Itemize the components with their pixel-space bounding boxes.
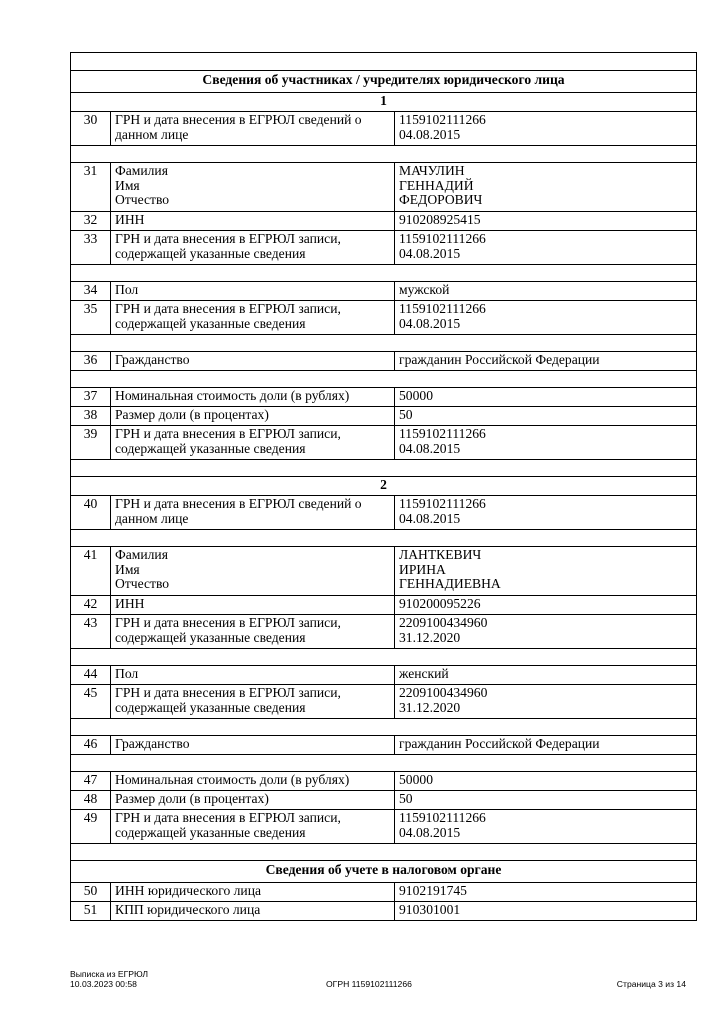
row-label: ГРН и дата внесения в ЕГРЮЛ записи, содержащей указанные сведения — [111, 810, 395, 844]
table-row — [71, 407, 697, 426]
row-value: 910200095226 — [395, 596, 697, 615]
row-value: мужской — [395, 282, 697, 301]
row-number: 40 — [71, 496, 111, 530]
table-row — [71, 282, 697, 301]
table-row — [71, 596, 697, 615]
row-value: 50000 — [395, 388, 697, 407]
row-label: ГРН и дата внесения в ЕГРЮЛ записи, содержащей указанные сведения — [111, 231, 395, 265]
participant-index: 2 — [71, 477, 697, 496]
empty-row — [71, 146, 697, 163]
row-label: Гражданство — [111, 352, 395, 371]
row-number: 45 — [71, 685, 111, 719]
table-row — [71, 615, 697, 649]
table-row — [71, 736, 697, 755]
empty-row — [71, 719, 697, 736]
table-row — [71, 496, 697, 530]
row-label: ГРН и дата внесения в ЕГРЮЛ записи, содержащей указанные сведения — [111, 426, 395, 460]
row-label: Фамилия Имя Отчество — [111, 163, 395, 212]
row-label: Пол — [111, 282, 395, 301]
participant-index-row — [71, 93, 697, 112]
empty-row — [71, 649, 697, 666]
row-value: 910301001 — [395, 902, 697, 921]
row-value: 1159102111266 04.08.2015 — [395, 301, 697, 335]
row-number: 34 — [71, 282, 111, 301]
row-label: Размер доли (в процентах) — [111, 791, 395, 810]
table-row — [71, 112, 697, 146]
row-number: 32 — [71, 212, 111, 231]
row-value: 1159102111266 04.08.2015 — [395, 426, 697, 460]
row-value: гражданин Российской Федерации — [395, 736, 697, 755]
row-value: 50 — [395, 407, 697, 426]
row-number: 49 — [71, 810, 111, 844]
footer-doc-info — [70, 969, 148, 989]
row-label: ГРН и дата внесения в ЕГРЮЛ записи, содержащей указанные сведения — [111, 615, 395, 649]
row-label: Пол — [111, 666, 395, 685]
row-number: 50 — [71, 883, 111, 902]
row-value: 1159102111266 04.08.2015 — [395, 231, 697, 265]
row-value: 2209100434960 31.12.2020 — [395, 615, 697, 649]
table-row — [71, 685, 697, 719]
row-label: КПП юридического лица — [111, 902, 395, 921]
row-value: гражданин Российской Федерации — [395, 352, 697, 371]
egrul-table — [70, 52, 697, 921]
footer-page-number: Страница 3 из 14 — [616, 979, 686, 989]
row-number: 42 — [71, 596, 111, 615]
table-row — [71, 791, 697, 810]
table-row — [71, 231, 697, 265]
section-title: Сведения об учете в налоговом органе — [71, 861, 697, 883]
row-number: 44 — [71, 666, 111, 685]
row-value: 1159102111266 04.08.2015 — [395, 112, 697, 146]
row-number: 47 — [71, 772, 111, 791]
row-value: МАЧУЛИН ГЕННАДИЙ ФЕДОРОВИЧ — [395, 163, 697, 212]
row-number: 31 — [71, 163, 111, 212]
row-number: 38 — [71, 407, 111, 426]
row-number: 36 — [71, 352, 111, 371]
footer-datetime: 10.03.2023 00:58 — [70, 979, 137, 989]
row-label: ГРН и дата внесения в ЕГРЮЛ сведений о данном лице — [111, 112, 395, 146]
table-row — [71, 810, 697, 844]
row-number: 33 — [71, 231, 111, 265]
empty-row — [71, 265, 697, 282]
row-number: 30 — [71, 112, 111, 146]
row-number: 43 — [71, 615, 111, 649]
empty-row — [71, 371, 697, 388]
table-row — [71, 301, 697, 335]
empty-row — [71, 460, 697, 477]
page-footer — [70, 969, 686, 991]
row-label: ИНН — [111, 596, 395, 615]
footer-doc-name: Выписка из ЕГРЮЛ — [70, 969, 148, 979]
row-value: 910208925415 — [395, 212, 697, 231]
table-row — [71, 212, 697, 231]
empty-row — [71, 335, 697, 352]
row-label: Гражданство — [111, 736, 395, 755]
section-heading-tax — [71, 861, 697, 883]
section-title: Сведения об участниках / учредителях юридического лица — [71, 71, 697, 93]
empty-row — [71, 755, 697, 772]
row-number: 46 — [71, 736, 111, 755]
row-number: 35 — [71, 301, 111, 335]
table-row — [71, 547, 697, 596]
row-number: 51 — [71, 902, 111, 921]
row-value: 1159102111266 04.08.2015 — [395, 496, 697, 530]
row-number: 37 — [71, 388, 111, 407]
row-value: 50 — [395, 791, 697, 810]
footer-ogrn: ОГРН 1159102111266 — [326, 979, 412, 989]
table-row — [71, 426, 697, 460]
table-row — [71, 352, 697, 371]
row-label: ГРН и дата внесения в ЕГРЮЛ сведений о данном лице — [111, 496, 395, 530]
table-row — [71, 388, 697, 407]
row-value: 1159102111266 04.08.2015 — [395, 810, 697, 844]
row-number: 39 — [71, 426, 111, 460]
table-row — [71, 883, 697, 902]
row-value: женский — [395, 666, 697, 685]
row-number: 48 — [71, 791, 111, 810]
row-label: ГРН и дата внесения в ЕГРЮЛ записи, содержащей указанные сведения — [111, 685, 395, 719]
row-value: 2209100434960 31.12.2020 — [395, 685, 697, 719]
participant-index: 1 — [71, 93, 697, 112]
row-label: ГРН и дата внесения в ЕГРЮЛ записи, содержащей указанные сведения — [111, 301, 395, 335]
row-value: ЛАНТКЕВИЧ ИРИНА ГЕННАДИЕВНА — [395, 547, 697, 596]
empty-row — [71, 844, 697, 861]
table-row — [71, 902, 697, 921]
row-value: 9102191745 — [395, 883, 697, 902]
table-row — [71, 163, 697, 212]
row-label: Номинальная стоимость доли (в рублях) — [111, 772, 395, 791]
table-row — [71, 772, 697, 791]
row-value: 50000 — [395, 772, 697, 791]
row-label: Размер доли (в процентах) — [111, 407, 395, 426]
row-label: ИНН — [111, 212, 395, 231]
row-label: Фамилия Имя Отчество — [111, 547, 395, 596]
row-number: 41 — [71, 547, 111, 596]
row-label: ИНН юридического лица — [111, 883, 395, 902]
participant-index-row — [71, 477, 697, 496]
section-heading-participants — [71, 71, 697, 93]
empty-row — [71, 530, 697, 547]
row-label: Номинальная стоимость доли (в рублях) — [111, 388, 395, 407]
table-row — [71, 666, 697, 685]
empty-row — [71, 53, 697, 71]
